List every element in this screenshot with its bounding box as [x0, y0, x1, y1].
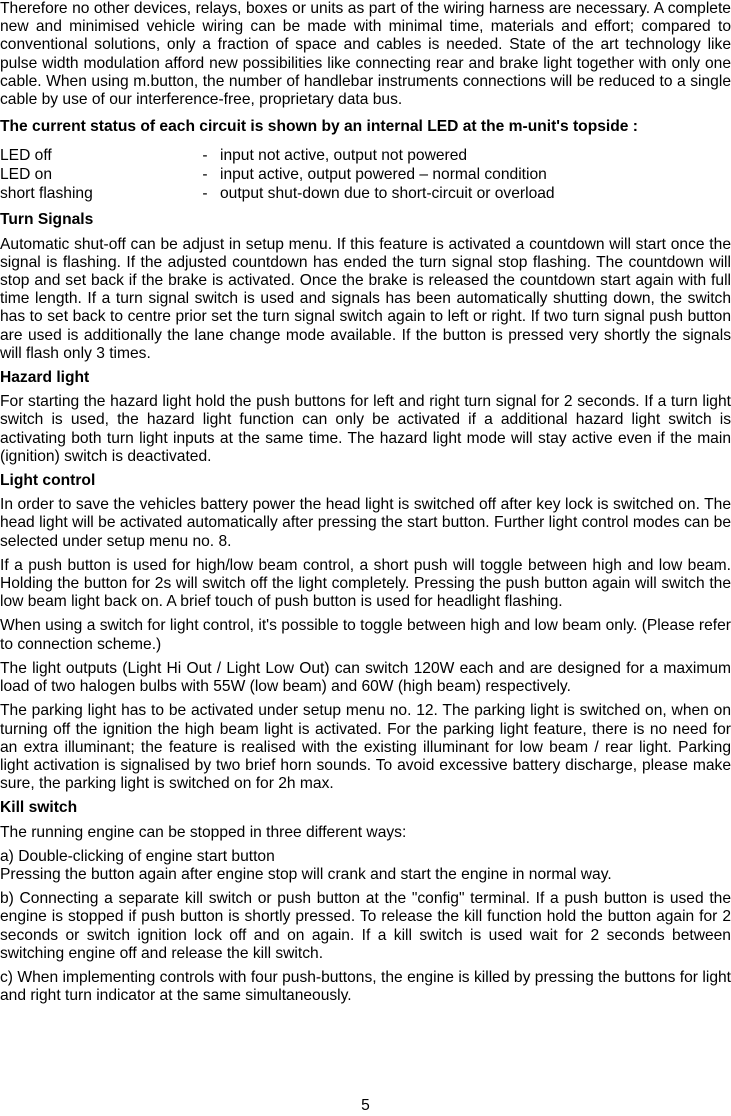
light-control-paragraph: If a push button is used for high/low beam control, a short push will toggle between high and low beam. Holding the button for 2s will switch off the light completely. Pressing the push button again will switch the low beam light back on. A brief touch of push button is used for headlight flashing. [0, 556, 731, 611]
light-control-paragraph: In order to save the vehicles battery power the head light is switched off after key lock is switched on. The head light will be activated automatically after pressing the start button. Further light control modes can be selected under setup menu no. 8. [0, 496, 731, 550]
hazard-light-heading: Hazard light [0, 369, 90, 387]
kill-switch-intro: The running engine can be stopped in three different ways: [0, 823, 407, 841]
light-control-paragraph: When using a switch for light control, it's possible to toggle between high and low beam only. (Please refer to connection scheme.) [0, 617, 731, 653]
kill-switch-option-c: c) When implementing controls with four push-buttons, the engine is killed by pressing the buttons for light and right turn indicator at the same simultaneously. [0, 968, 731, 1005]
led-state-description: input not active, output not powered [220, 147, 468, 165]
led-state-label: LED off [0, 147, 52, 165]
led-state-label: short flashing [0, 185, 93, 203]
page-number: 5 [361, 1097, 370, 1114]
kill-switch-heading: Kill switch [0, 799, 78, 817]
intro-paragraph: Therefore no other devices, relays, boxes or units as part of the wiring harness are necessary. A complete new and minimised vehicle wiring can be made with minimal time, materials and effort; compared to conventional solutions, only a fraction of space and cables is needed. State of the art technology like pulse width modulation afford new possibilities like connecting rear and brake light together with only one cable. When using m.button, the number of handlebar instruments connections will be reduced to a single cable by use of our interference-free, proprietary data bus. [0, 0, 731, 109]
kill-switch-option-b: b) Connecting a separate kill switch or push button at the "config" terminal. If a push button is used the engine is stopped if push button is shortly pressed. To release the kill function hold the button again for 2 seconds or switch ignition lock off and on again. If a kill switch is used wait for 2 seconds between switching engine off and release the kill switch. [0, 890, 731, 962]
led-state-label: LED on [0, 166, 53, 184]
kill-switch-option-a-text: Pressing the button again after engine stop will crank and start the engine in normal way. [0, 865, 612, 883]
led-status-heading: The current status of each circuit is shown by an internal LED at the m-unit's topside : [0, 118, 638, 136]
light-control-paragraph: The parking light has to be activated under setup menu no. 12. The parking light is switched on, when on turning off the ignition the high beam light is activated. For the parking light feature, there is no need for an extra illuminant; the feature is realised with the existing illuminant for low beam / rear light. Parking light activation is signalised by two brief horn sounds. To avoid excessive battery discharge, please make sure, the parking light is switched on for 2h max. [0, 702, 731, 793]
led-state-description: input active, output powered – normal condition [220, 166, 547, 184]
led-status-row [0, 184, 731, 203]
kill-switch-option-a-title: a) Double-clicking of engine start button [0, 847, 275, 865]
led-status-table [0, 146, 731, 203]
led-state-description: output shut-down due to short-circuit or overload [220, 185, 555, 203]
turn-signals-paragraph: Automatic shut-off can be adjust in setup menu. If this feature is activated a countdown will start once the signal is flashing. If the adjusted countdown has ended the turn signal stop flashing. The countdown will stop and set back if the brake is activated. Once the brake is released the countdown start again with full time length. If a turn signal switch is used and signals has been automatically shutting down, the switch has to set back to centre prior set the turn signal switch again to left or right. If two turn signal push button are used is additionally the lane change mode available. If the button is pressed very shortly the signals will flash only 3 times. [0, 235, 731, 362]
led-state-dash: - [202, 147, 208, 165]
light-control-heading: Light control [0, 472, 96, 490]
led-state-dash: - [202, 166, 208, 184]
led-status-row [0, 165, 731, 184]
led-state-dash: - [202, 185, 208, 203]
hazard-light-paragraph: For starting the hazard light hold the push buttons for left and right turn signal for 2 seconds. If a turn light switch is used, the hazard light function can only be activated if a additional hazard light switch is activating both turn light inputs at the same time. The hazard light mode will stay active even if the main (ignition) switch is deactivated. [0, 393, 731, 465]
turn-signals-heading: Turn Signals [0, 211, 94, 229]
light-control-paragraph: The light outputs (Light Hi Out / Light Low Out) can switch 120W each and are designed for a maximum load of two halogen bulbs with 55W (low beam) and 60W (high beam) respectively. [0, 659, 731, 696]
led-status-row [0, 146, 731, 165]
